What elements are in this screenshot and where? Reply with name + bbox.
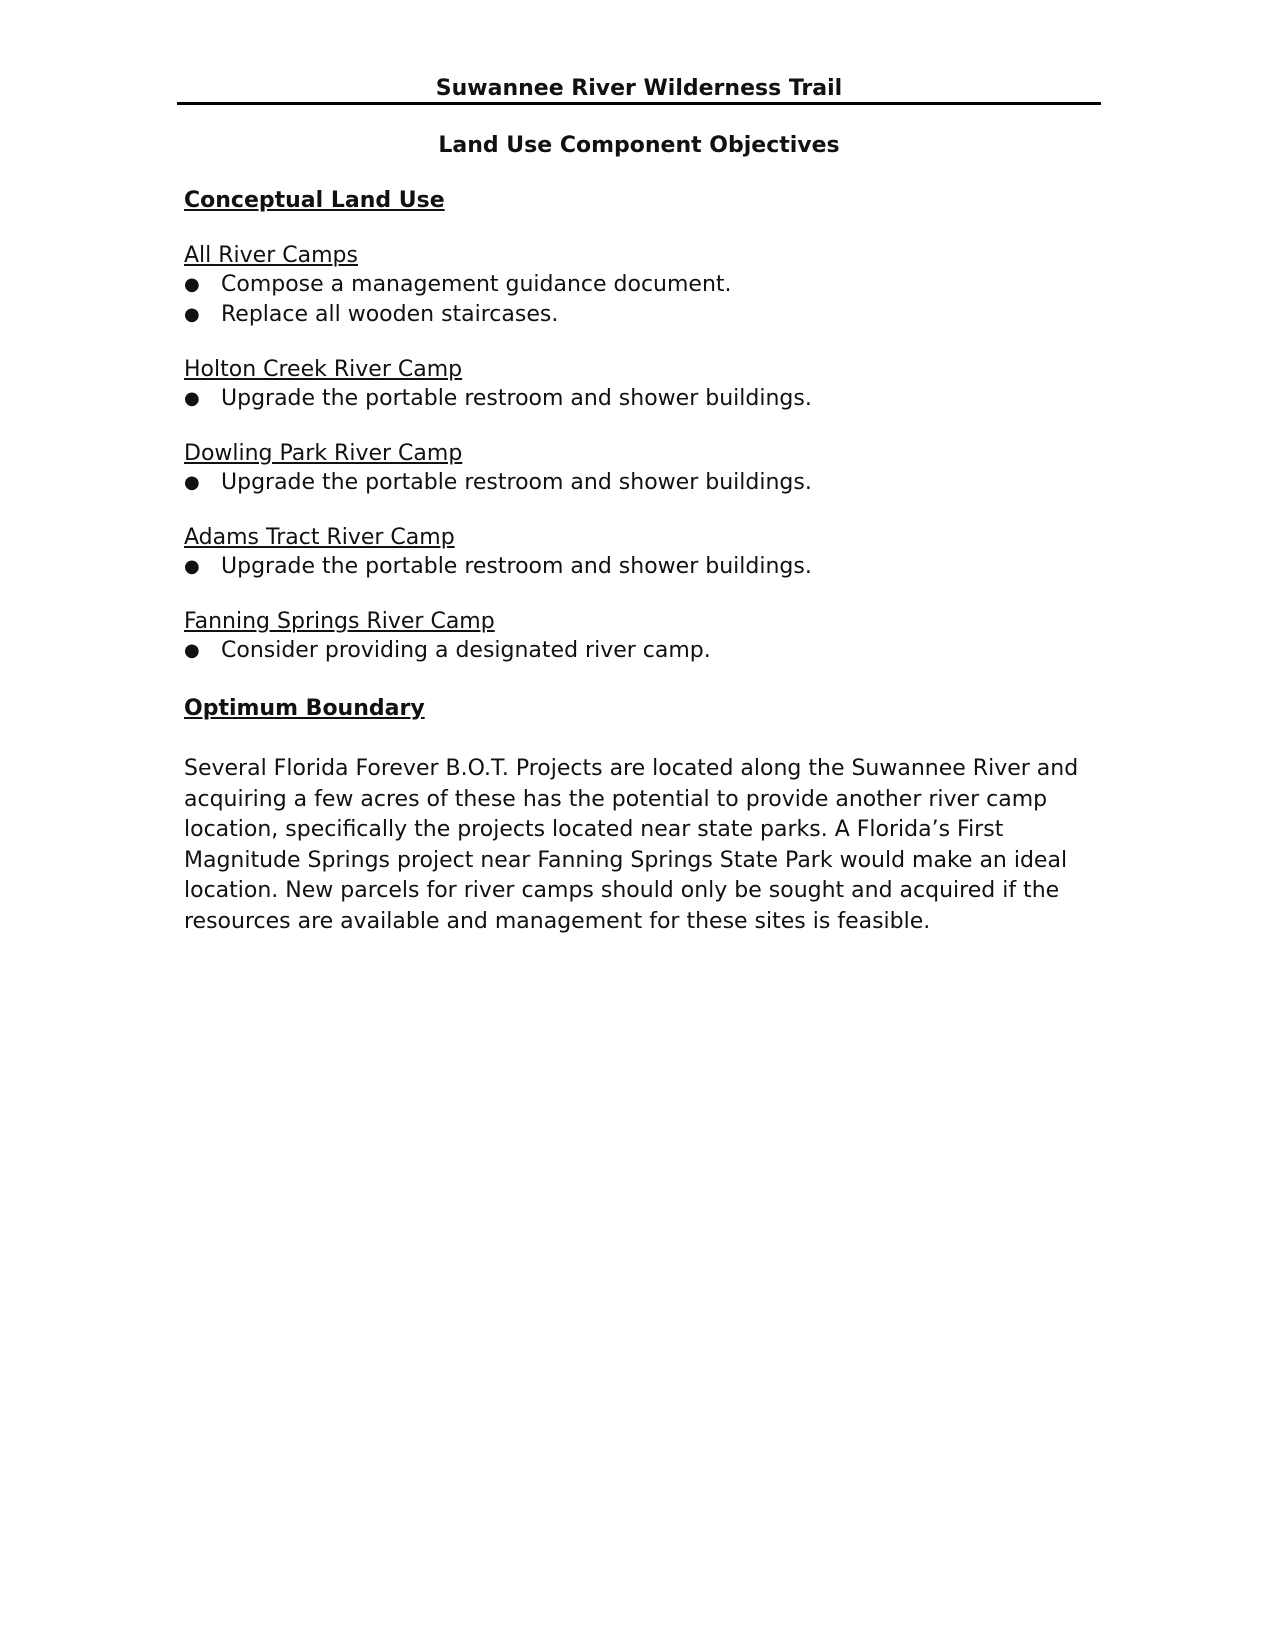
bullet-icon: ● <box>184 640 200 661</box>
objective-list <box>184 270 1094 330</box>
optimum-boundary-heading: Optimum Boundary <box>184 696 425 721</box>
objective-text: Upgrade the portable restroom and shower buildings. <box>221 554 812 579</box>
camp-name: Dowling Park River Camp <box>184 441 463 466</box>
camp-name: All River Camps <box>184 243 358 268</box>
camp-name: Fanning Springs River Camp <box>184 609 495 634</box>
header-divider <box>177 102 1101 105</box>
list-item <box>184 552 1094 582</box>
list-item <box>184 468 1094 498</box>
conceptual-land-use-heading: Conceptual Land Use <box>184 188 445 213</box>
objective-text: Compose a management guidance document. <box>221 272 732 297</box>
bullet-icon: ● <box>184 274 200 295</box>
document-body <box>184 186 1094 937</box>
objective-text: Consider providing a designated river camp. <box>221 638 711 663</box>
optimum-boundary-paragraph: Several Florida Forever B.O.T. Projects are located along the Suwannee River and acquiring a few acres of these has the potential to provide another river camp location, specifically the projects located near state parks. A Florida’s First Magnitude Springs project near Fanning Springs State Park would make an ideal location. New parcels for river camps should only be sought and acquired if the resources are available and management for these sites is feasible. <box>184 756 1079 934</box>
camp-section-adams-tract <box>184 524 1094 582</box>
camp-name: Adams Tract River Camp <box>184 525 455 550</box>
camp-section-all-river-camps <box>184 242 1094 330</box>
objective-text: Replace all wooden staircases. <box>221 302 559 327</box>
bullet-icon: ● <box>184 556 200 577</box>
list-item <box>184 300 1094 330</box>
objective-list <box>184 552 1094 582</box>
objective-list <box>184 468 1094 498</box>
objective-list <box>184 384 1094 414</box>
bullet-icon: ● <box>184 388 200 409</box>
camp-section-holton-creek <box>184 356 1094 414</box>
list-item <box>184 270 1094 300</box>
document-header-title: Suwannee River Wilderness Trail <box>435 76 843 101</box>
camp-name: Holton Creek River Camp <box>184 357 463 382</box>
document-subtitle: Land Use Component Objectives <box>438 133 840 158</box>
objective-text: Upgrade the portable restroom and shower buildings. <box>221 470 812 495</box>
list-item <box>184 384 1094 414</box>
bullet-icon: ● <box>184 304 200 325</box>
list-item <box>184 636 1094 666</box>
camp-section-fanning-springs <box>184 608 1094 666</box>
bullet-icon: ● <box>184 472 200 493</box>
objective-list <box>184 636 1094 666</box>
camp-section-dowling-park <box>184 440 1094 498</box>
objective-text: Upgrade the portable restroom and shower buildings. <box>221 386 812 411</box>
